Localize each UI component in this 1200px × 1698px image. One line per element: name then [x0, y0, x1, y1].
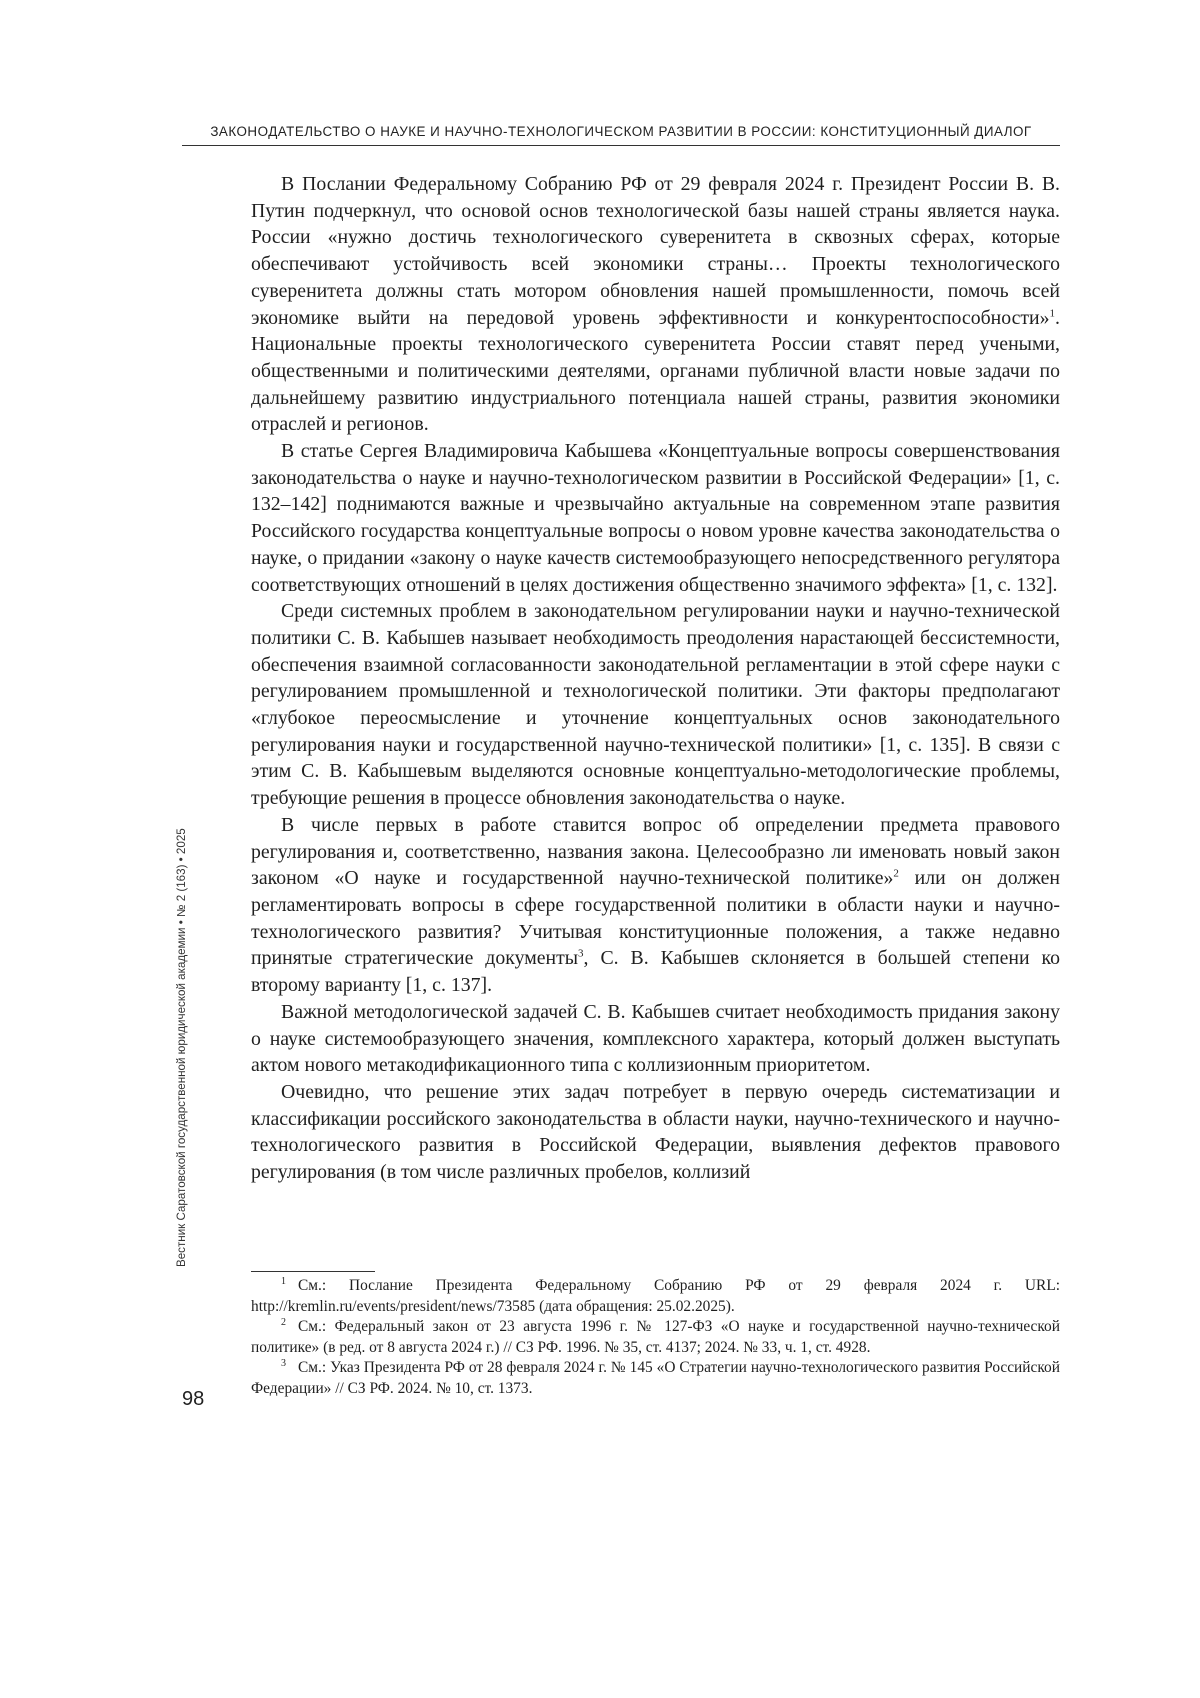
paragraph-1-text-a: В Послании Федеральному Собранию РФ от 29 февраля 2024 г. Президент России В. В. Путин подчеркнул, что основой основ технологической базы нашей страны является наука. России «нужно достичь технологического суверенитета в сквозных сферах, которые обеспечивают устойчивость всей экономики страны… Проекты технологического суверенитета должны стать мотором обновления нашей промышленности, помочь всей экономике выйти на передовой уровень эффективности и конкурентоспособности»: [251, 173, 1060, 329]
header-rule: [182, 145, 1060, 146]
journal-sidebar-title: Вестник Саратовской государственной юридической академии • № 2 (163) • 2025: [175, 828, 188, 1267]
paragraph-5: Важной методологической задачей С. В. Кабышев считает необходимость придания закону о науке системообразующего значения, комплексного характера, который должен выступать актом нового метакодификационного типа с коллизионным приоритетом.: [251, 1000, 1060, 1077]
footnote-separator: [251, 1271, 375, 1272]
paragraph-3: Среди системных проблем в законодательном регулировании науки и научно-технической политики С. В. Кабышев называет необходимость преодоления нарастающей бессистемности, обеспечения взаимной согласованности законодательной регламентации в этой сфере науки с регулированием промышленной и технологической политики. Эти факторы предполагают «глубокое переосмысление и уточнение концептуальных основ законодательного регулирования науки и государственной научно-технической политики» [1, с. 135]. В связи с этим С. В. Кабышевым выделяются основные концептуально-методологические проблемы, требующие решения в процессе обновления законодательства о науке.: [251, 600, 1060, 810]
footnote-3-text: См.: Указ Президента РФ от 28 февраля 2024 г. № 145 «О Стратегии научно-технологического развития Российской Федерации» // СЗ РФ. 2024. № 10, ст. 1373.: [251, 1359, 1060, 1397]
paragraph-2: В статье Сергея Владимировича Кабышева «Концептуальные вопросы совершенствования законодательства о науке и научно-технологическом развитии в Российской Федерации» [1, с. 132–142] поднимаются важные и чрезвычайно актуальные на современном этапе развития Российского государства концептуальные вопросы о новом уровне качества законодательства о науке, о придании «закону о науке качеств системообразующего непосредственного регулятора соответствующих отношений в целях достижения общественно значимого эффекта» [1, с. 132].: [251, 440, 1060, 596]
footnote-ref-2: 2: [893, 867, 899, 880]
paragraph-4: [251, 812, 1060, 999]
running-title: ЗАКОНОДАТЕЛЬСТВО О НАУКЕ И НАУЧНО-ТЕХНОЛОГИЧЕСКОМ РАЗВИТИИ В РОССИИ: КОНСТИТУЦИОННЫЙ ДИАЛОГ: [210, 124, 1032, 139]
footnote-ref-3: 3: [578, 947, 584, 960]
paragraph-4-text-a: В числе первых в работе ставится вопрос об определении предмета правового регулирования и, соответственно, названия закона. Целесообразно ли именовать новый закон законом «О науке и государственной научно-технической политике»: [251, 813, 1060, 890]
footnote-1-number: 1: [281, 1275, 286, 1287]
footnote-3: [251, 1358, 1060, 1399]
paragraph-1: [251, 171, 1060, 438]
article-body: [251, 171, 1060, 1186]
paragraph-1-text-b: . Национальные проекты технологического суверенитета России ставят перед учеными, общественными и политическими деятелями, органами публичной власти новые задачи по дальнейшему развитию индустриального потенциала нашей страны, развития экономики отраслей и регионов.: [251, 306, 1060, 436]
footnotes: [251, 1276, 1060, 1400]
footnote-2: [251, 1317, 1060, 1358]
footnote-ref-1: 1: [1049, 306, 1056, 319]
paragraph-4-text-c: , С. В. Кабышев склоняется в большей степени ко второму варианту [1, с. 137].: [251, 947, 1060, 997]
paragraph-4-text-b: или он должен регламентировать вопросы в сфере государственной политики в области науки и научно-технологического развития? Учитывая конституционные положения, а также недавно принятые стратегические документы: [251, 867, 1060, 970]
footnote-2-text: См.: Федеральный закон от 23 августа 1996 г. № 127-ФЗ «О науке и государственной научно-технической политике» (в ред. от 8 августа 2024 г.) // СЗ РФ. 1996. № 35, ст. 4137; 2024. № 33, ч. 1, ст. 4928.: [251, 1318, 1060, 1356]
footnote-3-number: 3: [281, 1358, 286, 1370]
paragraph-6: Очевидно, что решение этих задач потребует в первую очередь систематизации и классификации российского законодательства в области науки, научно-технического и научно-технологического развития в Российской Федерации, выявления дефектов правового регулирования (в том числе различных пробелов, коллизий: [251, 1080, 1060, 1184]
footnote-1: [251, 1276, 1060, 1317]
footnote-2-number: 2: [281, 1317, 286, 1329]
footnote-1-text: См.: Послание Президента Федеральному Собранию РФ от 29 февраля 2024 г. URL: http://kremlin.ru/events/president/news/73585 (дата обращения: 25.02.2025).: [251, 1277, 1060, 1315]
page-number: 98: [182, 1388, 205, 1410]
